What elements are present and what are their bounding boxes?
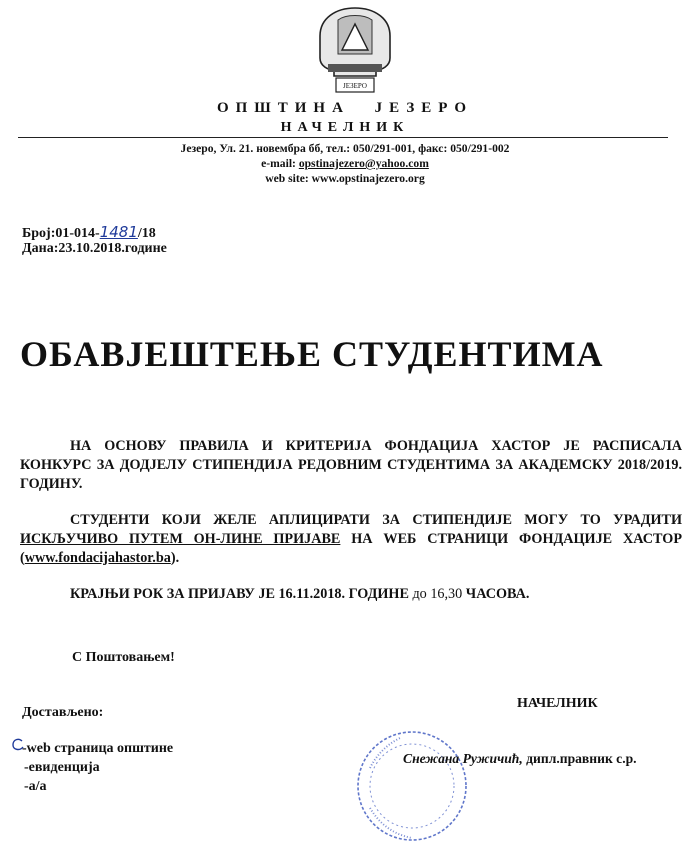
signer-title: дипл.правник с.р. [522, 751, 637, 766]
website-link[interactable]: www.opstinajezero.org [311, 172, 425, 185]
crest-label: ЈЕЗЕРО [343, 82, 367, 90]
handwritten-number: 1481 [99, 223, 138, 241]
address-line: Језеро, Ул. 21. новембра бб, тел.: 050/291-001, факс: 050/291-002 [180, 142, 510, 155]
official-stamp [350, 718, 470, 848]
para3-text-c: ЧАСОВА. [462, 586, 530, 602]
reference-prefix: Број:01-014- [22, 226, 100, 241]
municipality-name: ОПШТИНА ЈЕЗЕРО [216, 100, 474, 116]
para2-text-b: НА WEБ СТРАНИЦИ ФОНДАЦИЈЕ ХАСТОР ( [20, 531, 682, 566]
delivery-item-archive: -а/а [24, 779, 47, 794]
para2-underlined: ИСКЉУЧИВО ПУТЕМ ОН-ЛИНЕ ПРИЈАВЕ [20, 531, 341, 547]
signer-name [403, 751, 637, 767]
municipality-crest-logo [316, 6, 394, 98]
para3-text-a: КРАЈЊИ РОК ЗА ПРИЈАВУ ЈЕ 16.11.2018. ГОДИНЕ [70, 586, 413, 602]
signature-position: НАЧЕЛНИК [517, 696, 598, 711]
document-title: ОБАВЈЕШТЕЊЕ СТУДЕНТИМА [20, 334, 604, 374]
reference-number [22, 223, 156, 242]
para2-text-c: ). [170, 550, 180, 566]
paragraph-online-application [20, 511, 682, 568]
delivery-item-records: -евиденција [24, 760, 100, 775]
website-label: web site: [265, 172, 309, 185]
email-link[interactable]: opstinajezero@yahoo.com [298, 157, 429, 170]
website-line [0, 172, 690, 185]
reference-suffix: /18 [137, 226, 156, 241]
para2-text-a: СТУДЕНТИ КОЈИ ЖЕЛЕ АПЛИЦИРАТИ ЗА СТИПЕНДИЈЕ МОГУ ТО УРАДИТИ [70, 512, 682, 528]
para3-time: до 16,30 [412, 586, 463, 602]
reference-date: Дана:23.10.2018.године [22, 241, 167, 256]
email-label: e-mail: [261, 157, 296, 170]
paragraph-foundation-competition: НА ОСНОВУ ПРАВИЛА И КРИТЕРИЈА ФОНДАЦИЈА ХАСТОР ЈЕ РАСПИСАЛА КОНКУРС ЗА ДОДЈЕЛУ СТИПЕНДИЈА РЕДОВНИМ СТУДЕНТИМА ЗА АКАДЕМСКУ 2018/2019. ГОДИНУ. [20, 438, 682, 492]
header-divider [18, 137, 668, 138]
foundation-website-link[interactable]: www.fondacijahastor.ba [24, 550, 171, 566]
paragraph-deadline [20, 585, 682, 604]
delivery-item-website: -web страница општине [22, 741, 174, 756]
office-name: НАЧЕЛНИК [280, 120, 410, 135]
signer-personal-name: Снежана Ружичић, [403, 751, 523, 766]
delivered-label: Достављено: [22, 705, 104, 720]
email-line [0, 157, 690, 170]
closing-greeting: С Поштовањем! [72, 650, 175, 665]
